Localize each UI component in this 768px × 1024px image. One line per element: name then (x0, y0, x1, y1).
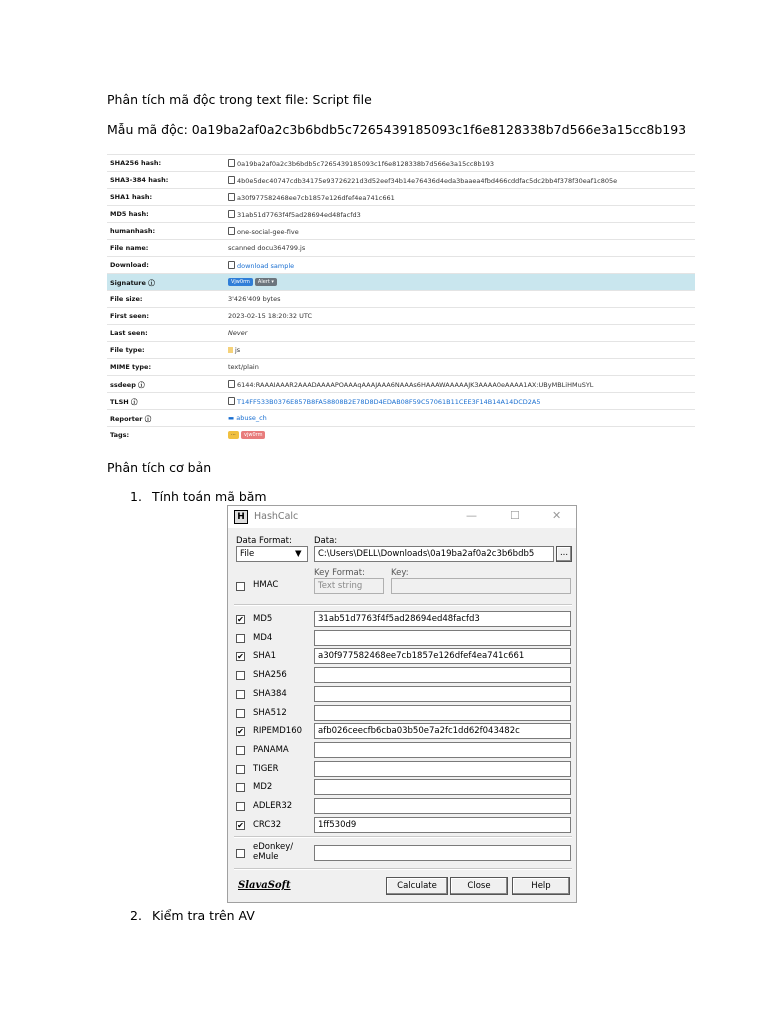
crc32-checkbox[interactable]: ✔ (237, 820, 244, 830)
file-name-value: scanned docu364799.js (228, 244, 306, 252)
md2-value-field[interactable] (314, 779, 571, 795)
row-key: Last seen: (110, 329, 148, 337)
edonkey-label-line1: eDonkey/ (253, 842, 294, 852)
row-key: MD5 hash: (110, 210, 149, 218)
list-number: 2. (130, 908, 142, 923)
row-key: File type: (110, 346, 145, 354)
row-key: ssdeep ⓘ (110, 381, 145, 389)
tiger-label: TIGER (253, 763, 279, 774)
minimize-icon[interactable]: — (466, 509, 477, 522)
sha256-value: 0a19ba2af0a2c3b6bdb5c7265439185093c1f6e8128338b7d566e3a15cc8b193 (237, 160, 495, 168)
download-link[interactable]: download sample (237, 262, 295, 270)
sha256-checkbox[interactable] (236, 671, 245, 680)
md5-checkbox[interactable]: ✔ (237, 615, 244, 624)
tag-badge[interactable]: vjw0rm (241, 431, 265, 439)
row-key: Tags: (110, 431, 130, 439)
chevron-down-icon: ▼ (295, 549, 302, 559)
sha512-checkbox[interactable] (236, 709, 245, 718)
key-format-label: Key Format: (314, 568, 365, 578)
sha384-label: SHA384 (253, 688, 287, 699)
app-icon: H (234, 510, 248, 524)
ripemd160-label: RIPEMD160 (253, 726, 303, 737)
sha1-value: a30f977582468ee7cb1857e126dfef4ea741c661 (318, 651, 525, 662)
sha3-value: 4b0e5dec40747cdb34175e93726221d3d52eef34b14e76436d4eda3baaea4fbd466cddfac5dc2bb4f378f30eaf1c805e (237, 177, 618, 185)
copy-icon[interactable] (228, 397, 235, 405)
sha1-value-field[interactable] (314, 648, 571, 664)
table-row (107, 188, 695, 205)
close-icon[interactable]: ✕ (552, 509, 562, 522)
hmac-label: HMAC (253, 580, 279, 590)
row-key: SHA3-384 hash: (110, 176, 169, 184)
table-row (107, 392, 695, 409)
copy-icon[interactable] (228, 210, 235, 218)
edonkey-label (253, 842, 293, 862)
window-title: HashCalc (254, 511, 299, 522)
row-key: SHA1 hash: (110, 193, 153, 201)
row-key: File size: (110, 295, 143, 303)
sha512-value-field[interactable] (314, 705, 571, 721)
ripemd160-value: afb026ceecfb6cba03b50e7a2fc1dd62f043482c (318, 726, 520, 737)
adler32-value-field[interactable] (314, 798, 571, 814)
separator (234, 604, 572, 606)
table-row (107, 273, 695, 290)
list-number: 1. (130, 489, 142, 504)
md5-value: 31ab51d7763f4f5ad28694ed48facfd3 (318, 614, 480, 624)
sha1-label: SHA1 (253, 651, 277, 662)
key-format-select[interactable] (314, 578, 384, 594)
md4-checkbox[interactable] (236, 634, 245, 643)
section-heading: Phân tích cơ bản (107, 460, 212, 475)
row-key: File name: (110, 244, 149, 252)
tag-js-icon[interactable]: ⋯ (228, 431, 239, 439)
key-label: Key: (391, 568, 409, 578)
panama-label: PANAMA (253, 744, 289, 755)
row-key: Download: (110, 261, 149, 269)
ssdeep-value: 6144:RAAAIAAAR2AAADAAAAPOAAAqAAAJAAA6NAAAs6HAAAWAAAAAJK3AAAA0eAAAA1AX:UByMBLiHMuSYL (237, 381, 594, 389)
row-key: humanhash: (110, 227, 156, 235)
separator (234, 868, 572, 870)
title-bar[interactable] (228, 506, 576, 528)
data-format-value: File (240, 549, 255, 559)
row-key: MIME type: (110, 363, 152, 371)
mime-type-value: text/plain (228, 363, 259, 371)
document-heading: Phân tích mã độc trong text file: Script file (107, 92, 372, 107)
js-file-icon (228, 347, 233, 353)
table-row (107, 307, 695, 324)
edonkey-checkbox[interactable] (236, 849, 245, 858)
ripemd160-value-field[interactable] (314, 723, 571, 739)
first-seen-value: 2023-02-15 18:20:32 UTC (228, 312, 312, 320)
table-row (107, 154, 695, 171)
md5-label: MD5 (253, 614, 273, 624)
table-row (107, 409, 695, 426)
copy-icon[interactable] (228, 380, 235, 388)
sha1-checkbox[interactable]: ✔ (237, 652, 244, 662)
close-button[interactable]: Close (450, 877, 508, 895)
data-format-select[interactable] (236, 546, 308, 562)
alert-badge[interactable]: Alert ▾ (255, 278, 277, 286)
row-key: Reporter ⓘ (110, 415, 152, 423)
data-format-label: Data Format: (236, 536, 292, 546)
sha512-label: SHA512 (253, 707, 287, 718)
key-format-value: Text string (318, 581, 363, 591)
browse-button[interactable]: ... (556, 546, 572, 562)
table-row (107, 324, 695, 341)
crc32-value: 1ff530d9 (318, 819, 357, 830)
panama-value-field[interactable] (314, 742, 571, 758)
adler32-checkbox[interactable] (236, 802, 245, 811)
table-row (107, 358, 695, 375)
humanhash-value: one-social-gee-five (237, 228, 299, 236)
sha384-checkbox[interactable] (236, 690, 245, 699)
reporter-flag-icon: ▬ (228, 414, 237, 422)
separator (234, 836, 572, 838)
panama-checkbox[interactable] (236, 746, 245, 755)
sha384-value-field[interactable] (314, 686, 571, 702)
data-value: C:\Users\DELL\Downloads\0a19ba2af0a2c3b6bdb5 (318, 549, 535, 559)
sha1-value: a30f977582468ee7cb1857e126dfef4ea741c661 (237, 194, 395, 202)
copy-icon[interactable] (228, 159, 235, 167)
md2-label: MD2 (253, 782, 273, 793)
table-row (107, 239, 695, 256)
table-row (107, 256, 695, 273)
table-row (107, 290, 695, 307)
calculate-button[interactable]: Calculate (386, 877, 448, 895)
download-icon (228, 261, 235, 269)
hmac-checkbox[interactable] (236, 582, 245, 591)
file-size-value: 3'426'409 bytes (228, 295, 281, 303)
malware-info-table (107, 154, 695, 446)
sha256-label: SHA256 (253, 670, 287, 681)
md5-value: 31ab51d7763f4f5ad28694ed48facfd3 (237, 211, 361, 219)
md5-value-field[interactable] (314, 611, 571, 627)
maximize-icon[interactable]: ☐ (510, 509, 520, 522)
list-text: Kiểm tra trên AV (152, 908, 255, 923)
table-row (107, 426, 695, 443)
list-text: Tính toán mã băm (152, 489, 267, 504)
table-row (107, 375, 695, 392)
crc32-label: CRC32 (253, 819, 282, 830)
key-input[interactable] (391, 578, 571, 594)
edonkey-value-field[interactable] (314, 845, 571, 861)
md2-checkbox[interactable] (236, 783, 245, 792)
signature-badge[interactable]: Vjw0rm (228, 278, 253, 286)
table-row (107, 205, 695, 222)
copy-icon[interactable] (228, 227, 235, 235)
row-key: SHA256 hash: (110, 159, 162, 167)
sample-hash-heading: Mẫu mã độc: 0a19ba2af0a2c3b6bdb5c7265439185093c1f6e8128338b7d566e3a15cc8b193 (107, 122, 687, 137)
last-seen-value: Never (228, 329, 248, 337)
adler32-label: ADLER32 (253, 801, 293, 811)
tiger-value-field[interactable] (314, 761, 571, 777)
reporter-link[interactable]: abuse_ch (236, 414, 267, 422)
row-key: First seen: (110, 312, 150, 320)
tiger-checkbox[interactable] (236, 765, 245, 774)
table-row (107, 171, 695, 188)
tlsh-value[interactable]: T14FF533B0376E857B8FA58808B2E78D8D4EDAB08F59C57061B11CEE3F14B14A14DCD2A5 (237, 398, 541, 406)
table-row (107, 341, 695, 358)
sha256-value-field[interactable] (314, 667, 571, 683)
edonkey-label-line2: eMule (253, 852, 279, 862)
slavasoft-logo: SlavaSoft (238, 880, 291, 891)
row-key: Signature ⓘ (110, 279, 155, 287)
help-button[interactable]: Help (512, 877, 570, 895)
data-label: Data: (314, 536, 338, 546)
copy-icon[interactable] (228, 176, 235, 184)
hashcalc-window (227, 505, 577, 903)
file-type-value: js (235, 346, 241, 354)
crc32-value-field[interactable] (314, 817, 571, 833)
md4-label: MD4 (253, 632, 273, 643)
row-key: TLSH ⓘ (110, 398, 138, 406)
data-input[interactable] (314, 546, 554, 562)
copy-icon[interactable] (228, 193, 235, 201)
md4-value-field[interactable] (314, 630, 571, 646)
table-row (107, 222, 695, 239)
ripemd160-checkbox[interactable]: ✔ (237, 727, 244, 737)
